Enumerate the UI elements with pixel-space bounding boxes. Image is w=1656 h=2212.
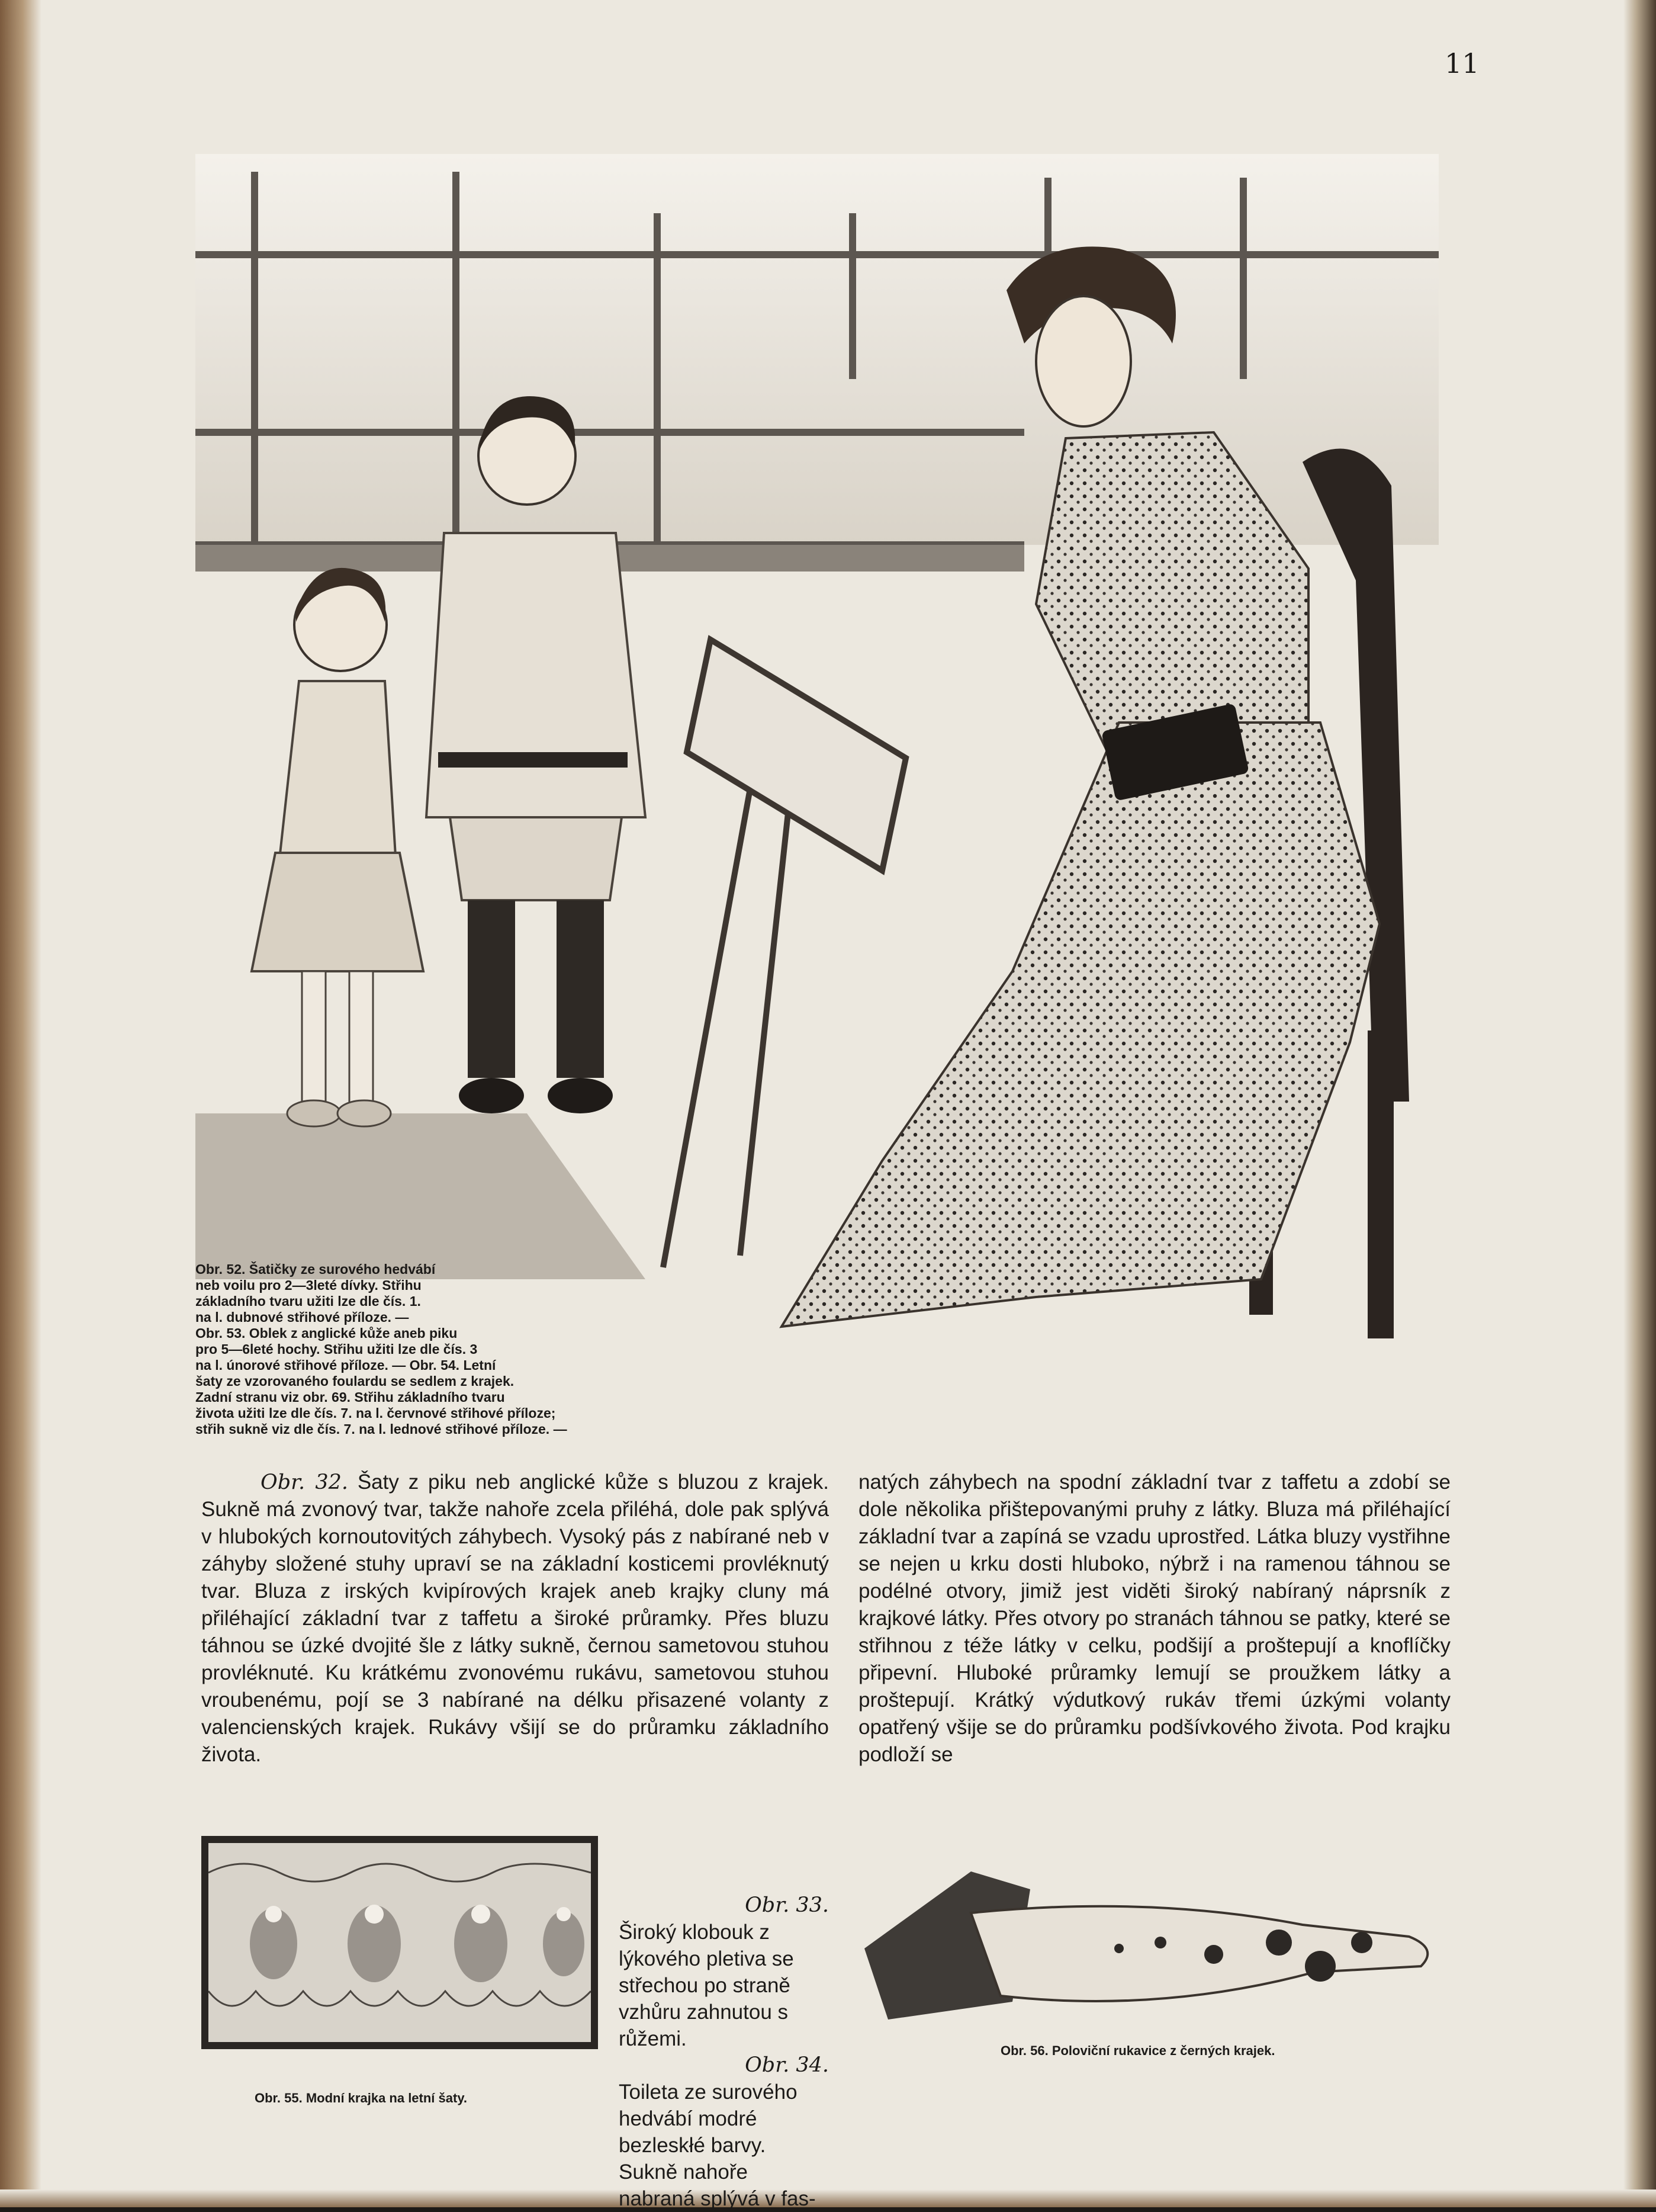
- figure-reference: Obr. 32.: [261, 1471, 348, 1494]
- page-edge: [1623, 0, 1656, 2207]
- paragraph-obr-34: [619, 2052, 829, 2212]
- text-column-middle: [619, 1892, 829, 2212]
- main-figure-caption: Obr. 52. Šatičky ze surového hedvábí neb voilu pro 2—3leté dívky. Střihu základního tvaru užiti lze dle čís. 1. na l. dubnové střihové příloze. — Obr. 53. Oblek z anglické kůže aneb piku pro 5—6leté hochy. Střihu užiti lze dle čís. 3 na l. únorové střihové příloze. — Obr. 54. Letní šaty ze vzorovaného foulardu se sedlem z krajek. Zadní stranu viz obr. 69. Střihu základního tvaru života užiti lze dle čís. 7. na l. červnové střihové příloze; střih sukně viz dle čís. 7. na l. lednové střihové příloze. —: [195, 1261, 567, 1437]
- binding-gutter: [0, 0, 41, 2207]
- text-column-right: [858, 1469, 1451, 1768]
- text-column-left: [201, 1469, 829, 1768]
- lace-pattern-drawing: [208, 1843, 591, 2042]
- page-number: 11: [1445, 47, 1480, 79]
- paragraph-text: Šaty z piku neb anglické kůže s bluzou z krajek. Sukně má zvonový tvar, takže nahoře zcela přiléhá, dole pak splývá v hlubokých kornoutovitých záhybech. Vysoký pás z nabírané neb v záhyby složené stuhy upraví se na základní kosticemi provléknutý tvar. Bluza z irských kvipírových krajek aneb krajky cluny má přiléhající základní tvar z taffetu a široké průramky. Přes bluzu táhnou se úzké dvojité šle z látky sukně, černou sametovou stuhou provléknuté. Ku krátkému zvonovému rukávu, sametovou stuhou vroubenému, pojí se 3 nabírané na délku přisazené volanty z valencienských krajek. Rukávy všijí se do průramku základního života.: [201, 1471, 829, 1766]
- figure-reference: Obr. 34.: [745, 2053, 829, 2077]
- lace-figure-caption: Obr. 55. Modní krajka na letní šaty.: [255, 2091, 468, 2105]
- paragraph-text: Široký klobouk z lýkového pletiva se střechou po straně vzhůru zahnutou s růžemi.: [619, 1921, 794, 2050]
- floor-platform: [195, 1113, 645, 1279]
- girl-figure: [252, 568, 423, 1126]
- paragraph-text: Toileta ze surového hedvábí modré bezleskłé barvy. Sukně nahoře nabraná splývá v fas-: [619, 2081, 816, 2210]
- figure-reference: Obr. 33.: [745, 1893, 829, 1917]
- easel: [663, 640, 906, 1267]
- lace-illustration: [201, 1836, 598, 2049]
- paragraph-obr-33: [619, 1892, 829, 2052]
- fashion-illustration-drawing: [195, 154, 1439, 1427]
- fashion-illustration: [195, 154, 1439, 1427]
- paragraph-obr-32: [201, 1469, 829, 1768]
- paragraph-continued: natých záhybech na spodní základní tvar z taffetu a zdobí se dole několika přištepovanými pruhy z látky. Bluza má přiléhající základní tvar a zapíná se vzadu uprostřed. Látka bluzy vystřihne se nejen u krku dosti hluboko, nýbrž i na ramenou táhnou se podélné otvory, jimiž jest viděti široký nabíraný náprsník z krajkové látky. Přes otvory po stranách táhnou se patky, které se střihnou z téže látky v celku, podšijí a proštepují a knoflíčky připevní. Hluboké průramky lemují se proužkem látky a proštepují. Krátký výdutkový rukáv třemi úzkými volanty opatřený všije se do průramku podšívkového života. Pod krajku podloží se: [858, 1471, 1451, 1766]
- glove-figure-caption: Obr. 56. Poloviční rukavice z černých krajek.: [1001, 2043, 1275, 2058]
